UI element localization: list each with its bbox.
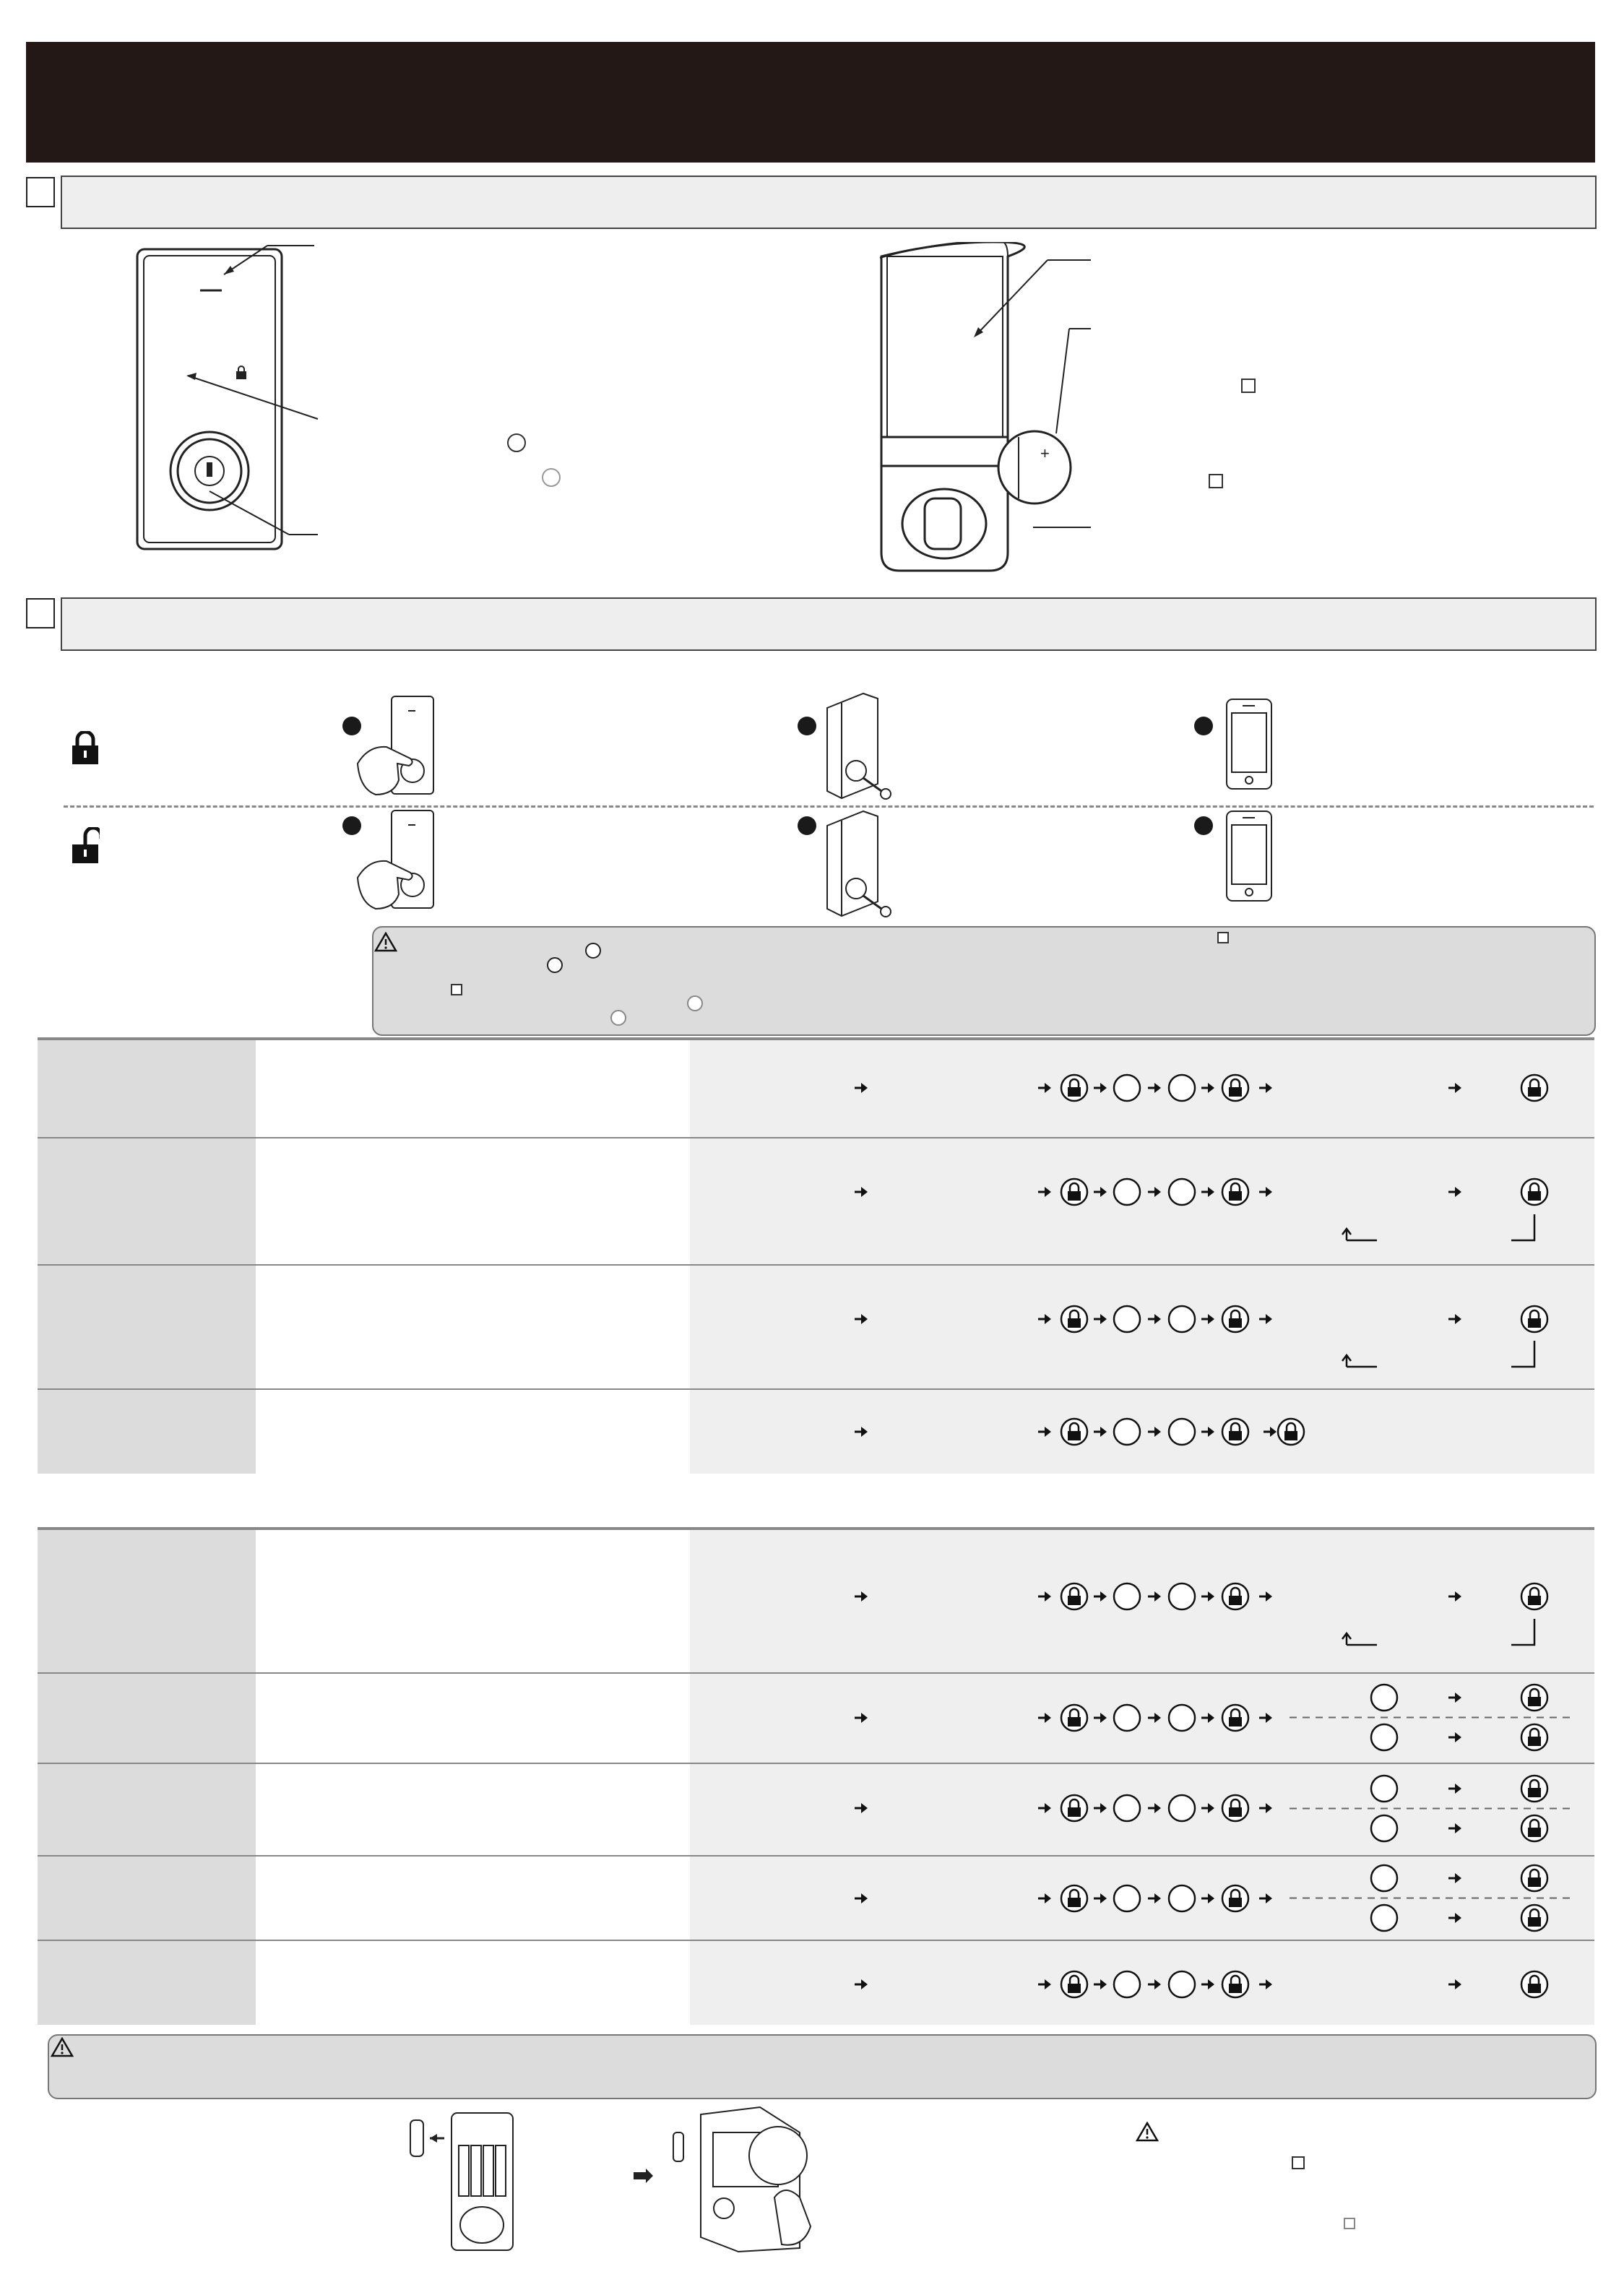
lock-closed-icon xyxy=(71,731,100,764)
lock-open-icon xyxy=(71,827,100,863)
reset-button-symbol-1 xyxy=(1241,379,1256,393)
table-2-row-sep xyxy=(38,1763,1594,1764)
table-2-right-column xyxy=(690,1530,1594,2025)
led-indicator-symbol-2 xyxy=(542,468,561,487)
method-bullet-lock-3 xyxy=(1194,717,1213,735)
reset-button-symbol xyxy=(1292,2156,1305,2169)
padlock-button-icon xyxy=(610,1010,626,1026)
svg-text:+: + xyxy=(1040,444,1050,462)
front-callout-lines xyxy=(173,238,325,542)
phone-icon-lock xyxy=(1225,697,1275,791)
warning-note-2 xyxy=(48,2034,1597,2099)
key-lock-illustration xyxy=(824,690,896,805)
battery-replacement-illustration-2 xyxy=(630,2104,825,2255)
table-1-row-sep xyxy=(38,1264,1594,1266)
padlock-button-icon xyxy=(687,995,703,1011)
phone-icon-unlock xyxy=(1225,809,1275,903)
warning-note-1 xyxy=(372,926,1596,1036)
header-band xyxy=(26,42,1595,163)
lock-unlock-divider xyxy=(64,805,1594,808)
reset-button-symbol xyxy=(1344,2218,1355,2229)
reset-button-symbol xyxy=(1217,932,1229,943)
padlock-button-icon xyxy=(547,957,563,973)
section-1-number-box xyxy=(26,177,55,207)
interior-callout-lines xyxy=(961,253,1098,535)
method-bullet-unlock-3 xyxy=(1194,816,1213,835)
table-2-row-sep xyxy=(38,1855,1594,1857)
table-2-row-sep xyxy=(38,1672,1594,1674)
section-2-number-box xyxy=(26,598,55,628)
warning-icon xyxy=(51,2037,74,2057)
table-2-row-sep xyxy=(38,1940,1594,1941)
key-unlock-illustration xyxy=(824,808,896,923)
reset-button-symbol xyxy=(451,984,462,995)
section-1-bar xyxy=(61,176,1597,229)
warning-icon xyxy=(374,932,397,952)
table-2-left-column xyxy=(38,1530,256,2025)
reset-button-symbol-2 xyxy=(1209,474,1223,488)
section-2-bar xyxy=(61,597,1597,651)
table-1-row-sep xyxy=(38,1137,1594,1138)
table-1-row-sep xyxy=(38,1388,1594,1390)
method-bullet-unlock-2 xyxy=(798,816,816,835)
led-indicator-symbol-1 xyxy=(507,433,526,452)
method-bullet-lock-2 xyxy=(798,717,816,735)
keypad-touch-lock-illustration xyxy=(354,695,441,800)
padlock-button-icon xyxy=(585,943,601,959)
keypad-touch-unlock-illustration xyxy=(354,809,441,914)
table-1-left-column xyxy=(38,1040,256,1474)
table-1-right-column xyxy=(690,1040,1594,1474)
battery-replacement-illustration-1 xyxy=(405,2109,520,2254)
warning-icon xyxy=(1136,2122,1159,2142)
